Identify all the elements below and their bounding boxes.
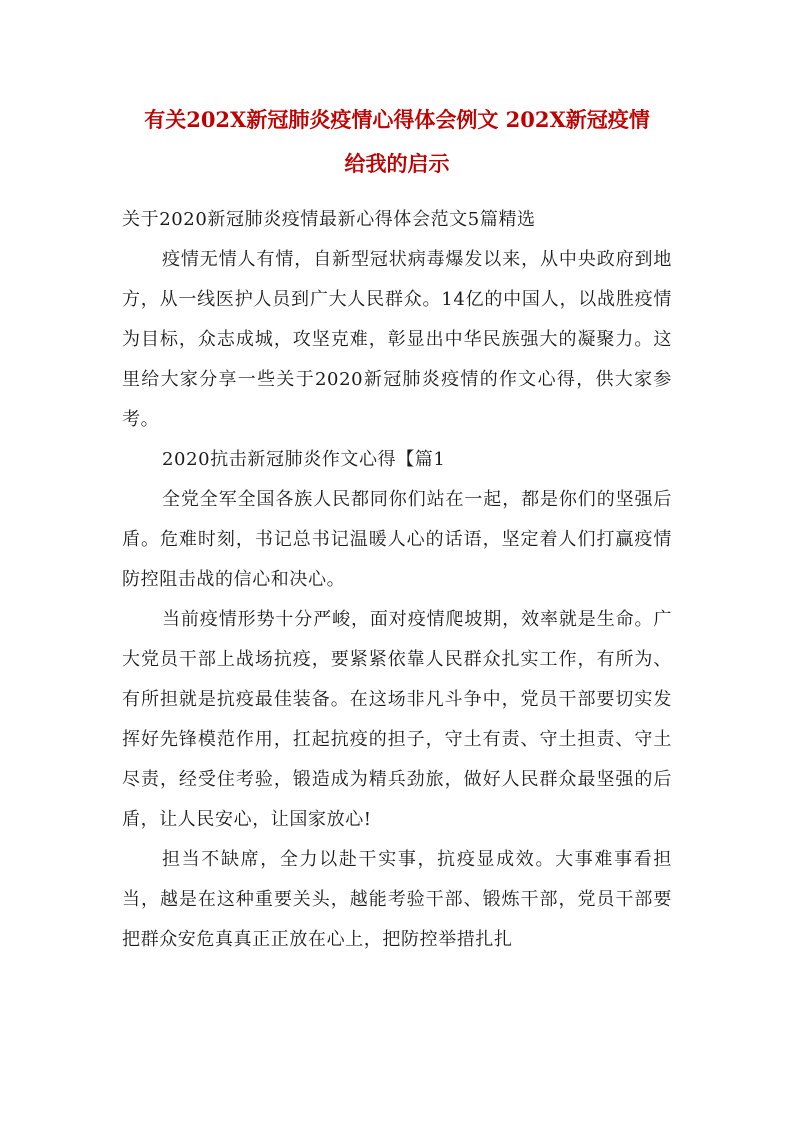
paragraph: 疫情无情人有情，自新型冠状病毒爆发以来，从中央政府到地方，从一线医护人员到广大人民群众。14亿的中国人，以战胜疫情为目标，众志成城，攻坚克难，彰显出中华民族强大的凝聚力。这里给大家分享一些关于2020新冠肺炎疫情的作文心得，供大家参考。 xyxy=(122,249,672,430)
paragraph: 担当不缺席，全力以赴干实事，抗疫显成效。大事难事看担当，越是在这种重要关头，越能考验干部、锻炼干部，党员干部要把群众安危真真正正放在心上，把防控举措扎扎 xyxy=(122,849,672,950)
section-heading: 2020抗击新冠肺炎作文心得【篇1 xyxy=(162,449,446,470)
subtitle-paragraph: 关于2020新冠肺炎疫情最新心得体会范文5篇精选 xyxy=(122,209,536,230)
title-line-1: 有关202X新冠肺炎疫情心得体会例文 202X新冠疫情 xyxy=(144,107,650,132)
document-body xyxy=(122,200,672,960)
paragraph: 全党全军全国各族人民都同你们站在一起，都是你们的坚强后盾。危难时刻，书记总书记温暖人心的话语，坚定着人们打赢疫情防控阻击战的信心和决心。 xyxy=(122,489,672,590)
document-title xyxy=(100,98,694,186)
paragraph: 当前疫情形势十分严峻，面对疫情爬坡期，效率就是生命。广大党员干部上战场抗疫，要紧紧依靠人民群众扎实工作，有所为、有所担就是抗疫最佳装备。在这场非凡斗争中，党员干部要切实发挥好先锋模范作用，扛起抗疫的担子，守土有责、守土担责、守土尽责，经受住考验，锻造成为精兵劲旅，做好人民群众最坚强的后盾，让人民安心，让国家放心! xyxy=(122,609,672,830)
title-line-2: 给我的启示 xyxy=(344,151,450,176)
